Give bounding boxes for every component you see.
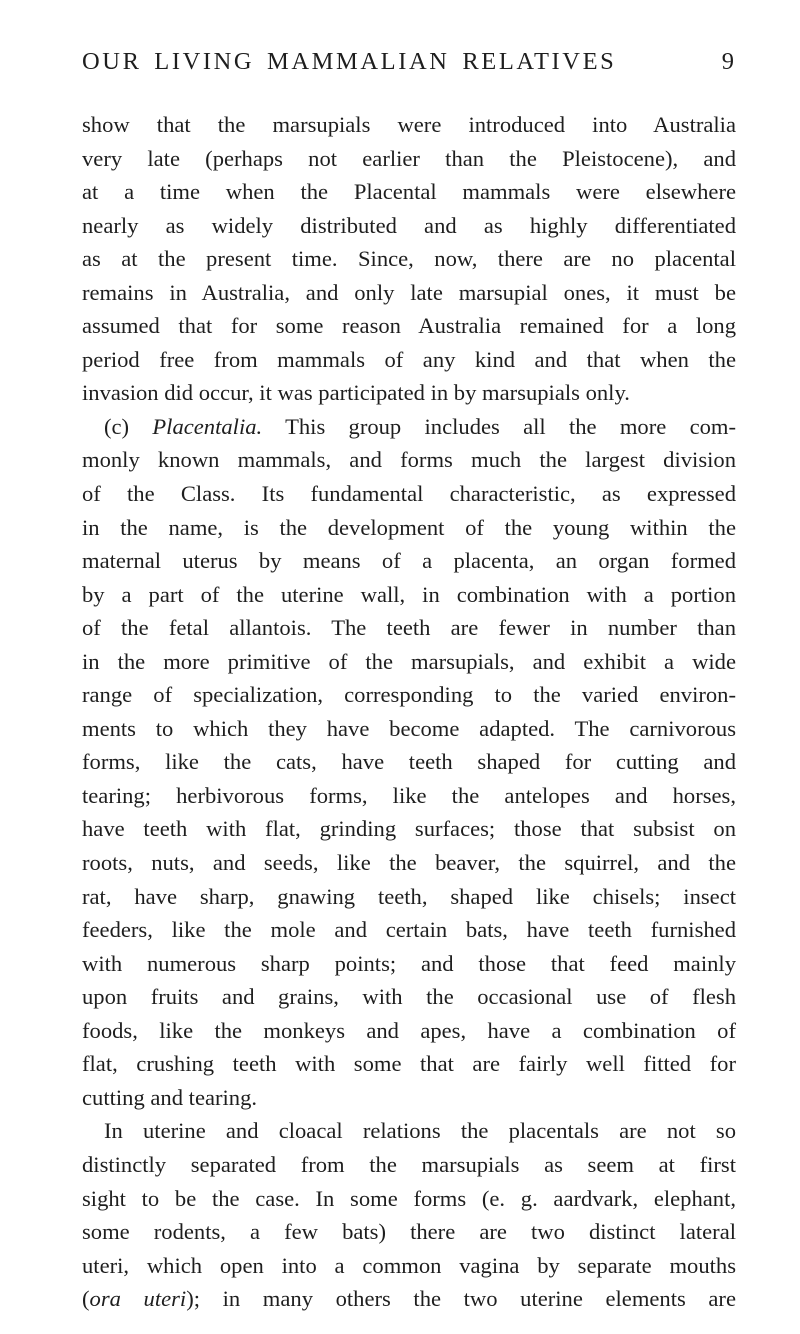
text-line <box>82 947 736 981</box>
text-line <box>82 745 736 779</box>
text-segment: nearly as widely distributed and as highly differentiated <box>82 212 736 238</box>
text-line <box>82 913 736 947</box>
text-line <box>82 578 736 612</box>
text-segment: This group includes all the more com- <box>262 413 736 439</box>
text-segment: show that the marsupials were introduced into Australia <box>82 112 736 137</box>
text-segment: In uterine and cloacal relations the placentals are not so <box>104 1118 736 1144</box>
italic-text: ora uteri <box>89 1286 187 1312</box>
text-segment: assumed that for some reason Australia remained for a long <box>82 313 736 339</box>
text-line <box>82 712 736 746</box>
text-segment: sight to be the case. In some forms (e. g. aardvark, elephant, <box>82 1185 736 1211</box>
text-segment: by a part of the uterine wall, in combination with a portion <box>82 581 736 607</box>
text-line <box>82 779 736 813</box>
text-line <box>82 678 736 712</box>
text-line <box>82 611 736 645</box>
text-segment: ments to which they have become adapted. The carnivorous <box>82 715 736 741</box>
text-segment: with numerous sharp points; and those that feed mainly <box>82 950 736 976</box>
text-line <box>82 142 736 176</box>
text-segment: cutting and tearing. <box>82 1084 258 1110</box>
text-segment: maternal uterus by means of a placenta, an organ formed <box>82 548 736 574</box>
text-line <box>82 108 736 142</box>
text-line <box>82 1047 736 1081</box>
text-segment: (c) <box>104 413 153 439</box>
text-line <box>82 1148 736 1182</box>
text-line <box>82 1114 736 1148</box>
text-segment: uteri, which open into a common vagina by separate mouths <box>82 1252 736 1278</box>
text-line <box>82 1282 736 1316</box>
text-line <box>82 980 736 1014</box>
text-line <box>82 1249 736 1283</box>
text-segment: rat, have sharp, gnawing teeth, shaped like chisels; insect <box>82 883 736 909</box>
text-segment: period free from mammals of any kind and that when the <box>82 346 736 372</box>
text-line <box>82 242 736 276</box>
text-segment: of the Class. Its fundamental characteristic, as expressed <box>82 481 736 507</box>
text-segment: flat, crushing teeth with some that are fairly well fitted for <box>82 1051 736 1077</box>
text-line <box>82 511 736 545</box>
text-segment: ); in many others the two uterine elements are <box>186 1286 736 1312</box>
text-line <box>82 1081 736 1115</box>
text-segment: at a time when the Placental mammals were elsewhere <box>82 179 736 205</box>
text-line <box>82 1215 736 1249</box>
text-line <box>82 410 736 444</box>
text-line <box>82 880 736 914</box>
text-line <box>82 376 736 410</box>
text-line <box>82 846 736 880</box>
text-line <box>82 1014 736 1048</box>
italic-text: Placentalia. <box>152 413 263 439</box>
text-segment: in the more primitive of the marsupials, and exhibit a wide <box>82 648 736 674</box>
text-segment: of the fetal allantois. The teeth are fewer in number than <box>82 615 736 641</box>
text-line <box>82 276 736 310</box>
text-line <box>82 343 736 377</box>
running-title: OUR LIVING MAMMALIAN RELATIVES <box>82 48 617 75</box>
text-line <box>82 645 736 679</box>
text-segment: in the name, is the development of the young within the <box>82 514 736 540</box>
text-line <box>82 209 736 243</box>
text-segment: forms, like the cats, have teeth shaped for cutting and <box>82 749 736 775</box>
text-line <box>82 443 736 477</box>
text-segment: roots, nuts, and seeds, like the beaver, the squirrel, and the <box>82 850 736 876</box>
text-segment: very late (perhaps not earlier than the Pleistocene), and <box>82 145 736 171</box>
text-line <box>82 477 736 511</box>
text-segment: invasion did occur, it was participated in by marsupials only. <box>82 380 630 406</box>
text-segment: distinctly separated from the marsupials as seem at first <box>82 1151 736 1177</box>
text-line <box>82 1182 736 1216</box>
text-segment: monly known mammals, and forms much the largest division <box>82 447 736 473</box>
text-segment: upon fruits and grains, with the occasional use of flesh <box>82 984 736 1010</box>
text-segment: ( <box>82 1286 90 1312</box>
text-segment: range of specialization, corresponding to the varied environ- <box>82 682 736 708</box>
text-segment: feeders, like the mole and certain bats, have teeth furnished <box>82 917 736 943</box>
text-line <box>82 544 736 578</box>
text-segment: as at the present time. Since, now, there are no placental <box>82 246 736 272</box>
body-text <box>82 108 736 1316</box>
text-line <box>82 175 736 209</box>
text-segment: tearing; herbivorous forms, like the antelopes and horses, <box>82 782 736 808</box>
text-line <box>82 309 736 343</box>
text-segment: some rodents, a few bats) there are two distinct lateral <box>82 1219 736 1245</box>
text-segment: remains in Australia, and only late marsupial ones, it must be <box>82 279 736 305</box>
page-number: 9 <box>721 48 734 75</box>
text-segment: foods, like the monkeys and apes, have a combination of <box>82 1017 736 1043</box>
text-line <box>82 812 736 846</box>
text-segment: have teeth with flat, grinding surfaces; those that subsist on <box>82 816 736 842</box>
running-head <box>78 48 738 88</box>
